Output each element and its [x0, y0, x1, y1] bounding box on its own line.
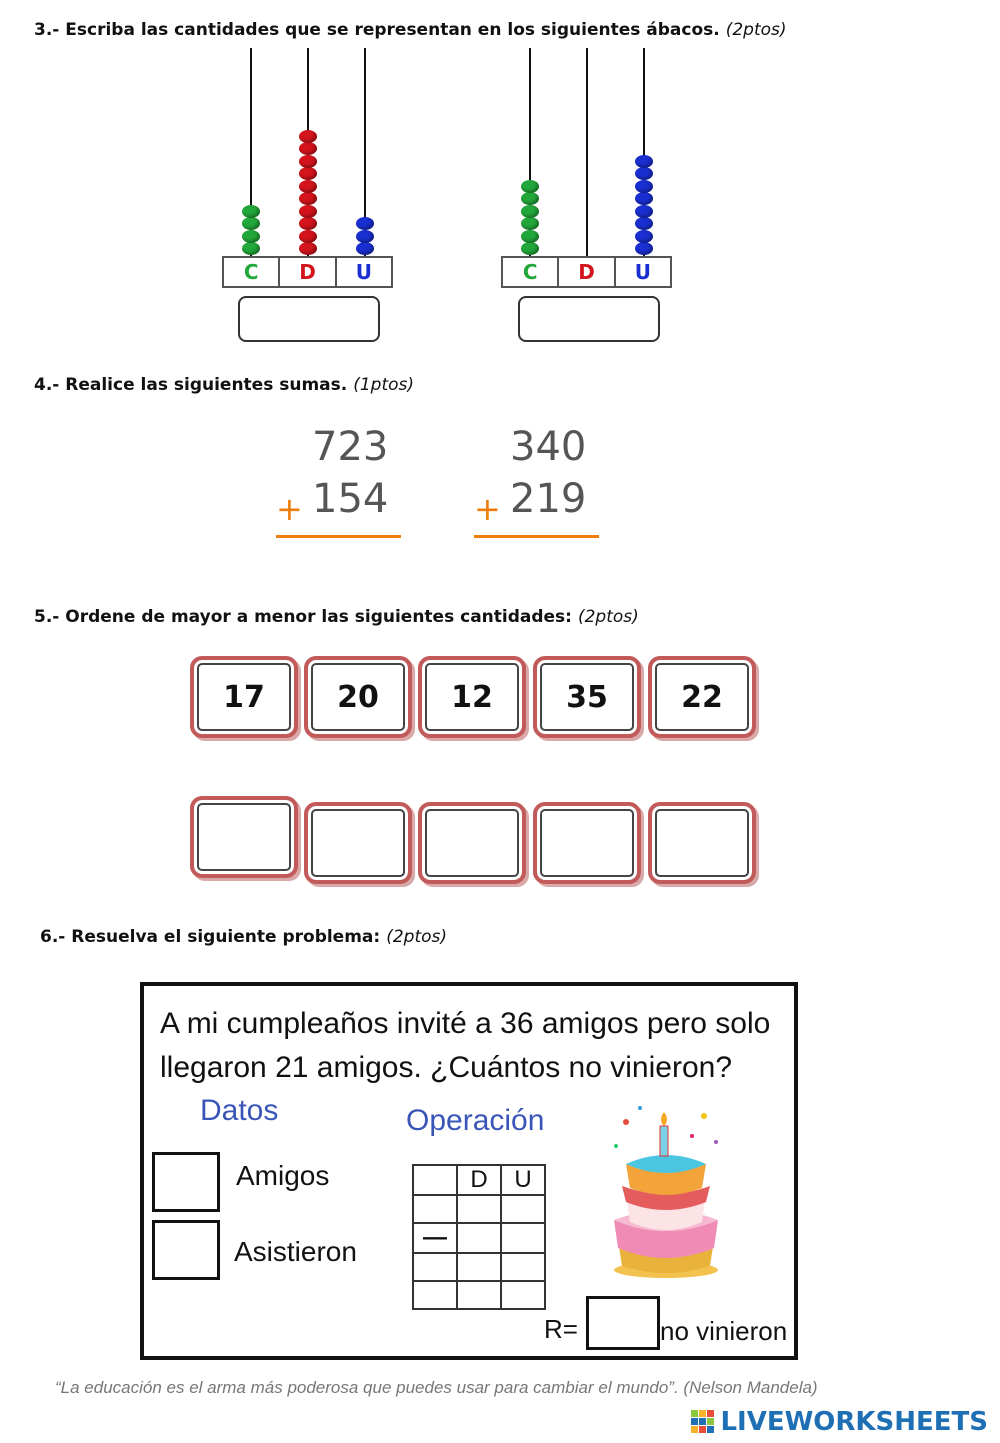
number-card-4[interactable]: 35 [533, 656, 641, 738]
op-cell[interactable] [501, 1281, 545, 1309]
result-prefix: R= [544, 1314, 578, 1344]
abacus-1-bead-u [356, 242, 374, 255]
amigos-input-box[interactable] [152, 1152, 220, 1212]
abacus-1-bead-d [299, 180, 317, 193]
minus-sign: — [423, 1224, 447, 1251]
result-input-box[interactable] [586, 1296, 660, 1350]
abacus-2-answer-box[interactable] [518, 296, 660, 342]
abacus-2-rod-d [586, 48, 588, 256]
problem-panel [140, 982, 798, 1360]
q4-title [34, 375, 414, 395]
liveworksheets-logo-icon [690, 1409, 716, 1435]
op-minus-cell [413, 1223, 457, 1253]
order-slot-1[interactable] [190, 796, 298, 878]
sum-2-underline [474, 535, 599, 538]
q4-title-text: 4.- Realice las siguientes sumas. [34, 375, 348, 395]
op-cell [413, 1165, 457, 1195]
abacus-1-bead-d [299, 167, 317, 180]
liveworksheets-logo-text: LIVEWORKSHEETS [720, 1407, 988, 1437]
number-card-2[interactable]: 20 [304, 656, 412, 738]
result-suffix: no vinieron [660, 1316, 788, 1346]
abacus-2-bead-u [635, 192, 653, 205]
q6-title-text: 6.- Resuelva el siguiente problema: [40, 927, 381, 947]
abacus-2-label-u: U [634, 260, 651, 284]
birthday-cake-icon [596, 1102, 736, 1282]
op-cell[interactable] [413, 1253, 457, 1281]
q6-title [40, 927, 447, 947]
number-card-1[interactable]: 17 [190, 656, 298, 738]
number-card-5[interactable]: 22 [648, 656, 756, 738]
q5-title [34, 607, 639, 627]
abacus-1-bead-d [299, 230, 317, 243]
op-cell[interactable] [457, 1195, 501, 1223]
op-cell[interactable] [413, 1195, 457, 1223]
abacus-1-answer-box[interactable] [238, 296, 380, 342]
abacus-1-bead-d [299, 217, 317, 230]
sum-2-bottom: 219 [510, 476, 587, 522]
abacus-1-bead-d [299, 242, 317, 255]
abacus-1-bead-u [356, 230, 374, 243]
abacus-1-bead-c [242, 205, 260, 218]
abacus-2-bead-c [521, 217, 539, 230]
asistieron-input-box[interactable] [152, 1220, 220, 1280]
abacus-1-bead-u [356, 217, 374, 230]
op-cell[interactable] [457, 1253, 501, 1281]
abacus-1-bead-d [299, 142, 317, 155]
abacus-2-label-d: D [559, 258, 615, 286]
amigos-label: Amigos [236, 1160, 330, 1191]
abacus-2-bead-c [521, 192, 539, 205]
abacus-2-bead-u [635, 180, 653, 193]
quote-footer: “La educación es el arma más poderosa que puedes usar para cambiar el mundo”. (Nelson Mandela) [55, 1378, 818, 1397]
q5-title-text: 5.- Ordene de mayor a menor las siguientes cantidades: [34, 607, 572, 627]
problem-statement [160, 1002, 770, 1090]
abacus-1-bead-c [242, 242, 260, 255]
q6-points: (2ptos) [386, 927, 447, 947]
abacus-1-bead-d [299, 192, 317, 205]
abacus-2-bead-c [521, 180, 539, 193]
problem-line-1: A mi cumpleaños invité a 36 amigos pero solo [160, 1007, 771, 1040]
op-cell[interactable] [413, 1281, 457, 1309]
abacus-1-label-row [222, 256, 393, 288]
order-slot-2[interactable] [304, 802, 412, 884]
abacus-2-bead-u [635, 217, 653, 230]
order-slot-4[interactable] [533, 802, 641, 884]
abacus-2 [501, 48, 673, 288]
sum-1-top: 723 [312, 424, 389, 470]
op-col-d: D [457, 1165, 501, 1195]
sum-2-plus-icon: + [474, 490, 501, 528]
abacus-1-bead-c [242, 217, 260, 230]
q4-points: (1ptos) [353, 375, 415, 395]
abacus-1-label-u: U [355, 260, 372, 284]
abacus-2-label-c: C [503, 258, 559, 286]
abacus-1 [222, 48, 394, 288]
abacus-1-bead-d [299, 205, 317, 218]
abacus-1-label-c: C [224, 258, 280, 286]
q5-points: (2ptos) [577, 607, 639, 627]
sum-1-underline [276, 535, 401, 538]
abacus-1-bead-d [299, 130, 317, 143]
abacus-2-bead-u [635, 155, 653, 168]
sum-1-plus-icon: + [276, 490, 303, 528]
order-slot-5[interactable] [648, 802, 756, 884]
datos-heading: Datos [200, 1094, 279, 1127]
abacus-2-bead-c [521, 230, 539, 243]
sum-2-top: 340 [510, 424, 587, 470]
number-card-3[interactable]: 12 [418, 656, 526, 738]
abacus-1-bead-d [299, 155, 317, 168]
operacion-heading: Operación [406, 1104, 545, 1137]
abacus-2-bead-c [521, 205, 539, 218]
order-slot-3[interactable] [418, 802, 526, 884]
op-cell[interactable] [501, 1223, 545, 1253]
op-cell[interactable] [457, 1223, 501, 1253]
q3-title [34, 20, 787, 40]
abacus-2-bead-c [521, 242, 539, 255]
sum-1-bottom: 154 [312, 476, 389, 522]
op-cell[interactable] [501, 1195, 545, 1223]
abacus-2-label-row [501, 256, 672, 288]
op-cell[interactable] [457, 1281, 501, 1309]
abacus-1-bead-c [242, 230, 260, 243]
op-col-u: U [501, 1165, 545, 1195]
asistieron-label: Asistieron [234, 1236, 357, 1267]
operation-grid [412, 1164, 546, 1310]
liveworksheets-logo [690, 1407, 988, 1437]
abacus-1-label-d: D [280, 258, 336, 286]
abacus-2-bead-u [635, 230, 653, 243]
problem-line-2: llegaron 21 amigos. ¿Cuántos no vinieron? [160, 1051, 733, 1084]
op-cell[interactable] [501, 1253, 545, 1281]
q3-title-text: 3.- Escriba las cantidades que se representan en los siguientes ábacos. [34, 20, 720, 40]
q3-points: (2ptos) [725, 20, 787, 40]
abacus-2-bead-u [635, 205, 653, 218]
abacus-2-bead-u [635, 242, 653, 255]
abacus-2-bead-u [635, 167, 653, 180]
